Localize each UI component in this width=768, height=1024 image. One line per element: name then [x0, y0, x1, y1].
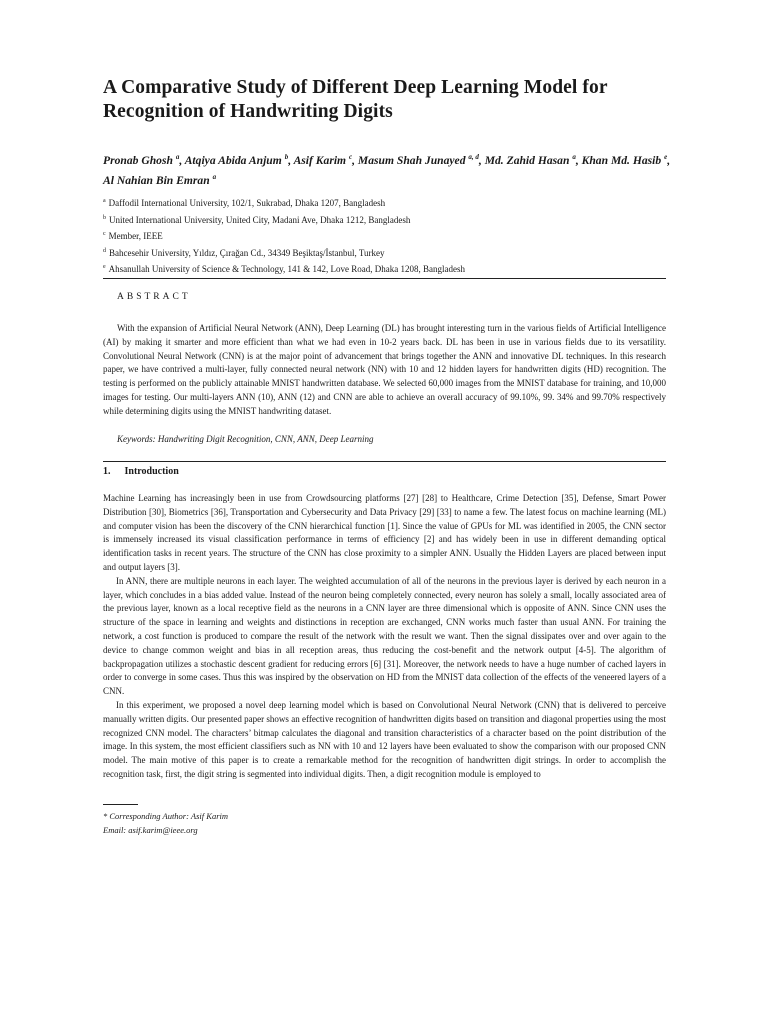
author: Khan Md. Hasib $^e$ — [581, 153, 668, 167]
section-title: Introduction — [124, 466, 179, 477]
affiliation: $^b$ United International University, United City, Madani Ave, Dhaka 1212, Bangladesh — [103, 214, 411, 225]
divider — [103, 461, 666, 462]
section-heading — [103, 466, 179, 477]
affiliation-list — [103, 194, 673, 277]
author: Md. Zahid Hasan $^a$ — [484, 153, 576, 167]
footnote-rule — [103, 804, 138, 805]
section-body — [103, 492, 666, 782]
paragraph: Machine Learning has increasingly been in use from Crowdsourcing platforms [27] [28] to Healthcare, Crime Detection [35], Defense, Smart Power Distribution [30], Biometrics [36], Transportation and Cybersecurity and Data Privacy [29] [33] to name a few. The latest focus on machine learning (ML) and computer vision has been the discovery of the CNN hierarchical function [1]. Since the value of GPUs for ML was identified in 2005, the CNN sector is immensely increased its visual classification performance in terms of efficiency [2] and has widely been in use in different demanding optical identification tasks in recent years. The structure of the CNN has close proximity to a simpler ANN. Usually the Hidden Layers are placed between input and output layers [3]. — [103, 493, 666, 572]
abstract-text: With the expansion of Artificial Neural Network (ANN), Deep Learning (DL) has brought interesting turn in the various fields of Artificial Intelligence (AI) by making it smarter and more efficient than what we had even in 10-2 years back. DL has been in use in various fields due to its versatility. Convolutional Neural Network (CNN) is at the major point of advancement that brings together the ANN and innovative DL techniques. In this research paper, we have contrived a multi-layer, fully connected neural network (NN) with 10 and 12 hidden layers for handwritten digits (HD) recognition. The testing is performed on the publicly attainable MNIST handwritten database. We selected 60,000 images from the MNIST database for training, and 10,000 images for testing. Our multi-layers ANN (10), ANN (12) and CNN are able to achieve an overall accuracy of 99.10%, 99. 34% and 99.70% respectively while determining digits using the MNIST handwriting dataset. — [103, 323, 666, 416]
author: Masum Shah Junayed $^{a, d}$ — [357, 153, 479, 167]
paragraph: In this experiment, we proposed a novel deep learning model which is based on Convolutional Neural Network (CNN) that is delivered to perceive manually written digits. Our presented paper shows an effective recognition of handwritten digits based on transition and diagonal properties using the most recognized CNN model. The characters’ bitmap calculates the diagonal and transition characteristics of a character based on the point distribution of the image. In this system, the most efficient classifiers such as NN with 10 and 12 layers have been evaluated to show the comparison with our proposed CNN model. The main motive of this paper is to create a remarkable method for the recognition of handwritten digit strings. In order to accomplish the recognition task, first, the digit string is segmented into individual digits. Then, a digit recognition module is employed to — [103, 699, 666, 779]
author: Al Nahian Bin Emran $^a$ — [103, 172, 217, 187]
corresponding-author: * Corresponding Author: Asif Karim — [103, 811, 228, 821]
author: Pronab Ghosh $^a$ — [103, 153, 180, 167]
author-list: Pronab Ghosh $^a$, Atqiya Abida Anjum $^b$, Asif Karim $^c$, Masum Shah Junayed $^{a, d}$, Md. Zahid Hasan $^a$, Khan Md. Hasib $^e$, Al Nahian Bin Emran $^a$ — [103, 153, 671, 187]
author-email: Email: asif.karim@ieee.org — [103, 825, 198, 835]
footnote — [103, 809, 228, 837]
affiliation: $^e$ Ahsanullah University of Science & Technology, 141 & 142, Love Road, Dhaka 1208, Bangladesh — [103, 264, 465, 274]
section-number: 1. — [103, 466, 111, 477]
abstract-heading: ABSTRACT — [117, 292, 191, 302]
paper-title: A Comparative Study of Different Deep Learning Model for Recognition of Handwriting Digits — [103, 77, 608, 122]
affiliation: $^a$ Daffodil International University, 102/1, Sukrabad, Dhaka 1207, Bangladesh — [103, 198, 386, 208]
author: Atqiya Abida Anjum $^b$ — [184, 153, 289, 167]
paragraph: In ANN, there are multiple neurons in each layer. The weighted accumulation of all of the neurons in the previous layer is derived by each neuron in a layer, which concludes in a bias added value. Instead of the neuron being completely connected, every neuron has solely a small, locally associated area of the previous layer, known as a local receptive field as the neurons in a CNN layer are three dimensional which is opposite of ANN. Since CNN uses the structure of the space in learning and weights and distinctions in reception are exchanged, CNN works much faster than usual ANN. For training the network, a cost function is produced to compare the result of the network with the result we want. Then the signal dissipates over and over again to the device to change common weight and bias in all reception areas, thus reducing the cost-benefit and the network output [4-5]. The algorithm of backpropagation utilizes a stochastic descent gradient for reducing errors [6] [31]. Moreover, the network needs to have a huge number of cached layers in order to converge in some cases. Thus this was inspired by the observation on HD from the MNIST data collection of the effects of the veneered layers of a CNN. — [103, 575, 666, 697]
affiliation: $^c$ Member, IEEE — [103, 231, 163, 241]
author: Asif Karim $^c$ — [293, 153, 353, 167]
affiliation: $^d$ Bahcesehir University, Yıldız, Çırağan Cd., 34349 Beşiktaş/İstanbul, Turkey — [103, 247, 385, 258]
divider — [103, 278, 666, 279]
keywords: Keywords: Handwriting Digit Recognition, CNN, ANN, Deep Learning — [117, 434, 374, 444]
